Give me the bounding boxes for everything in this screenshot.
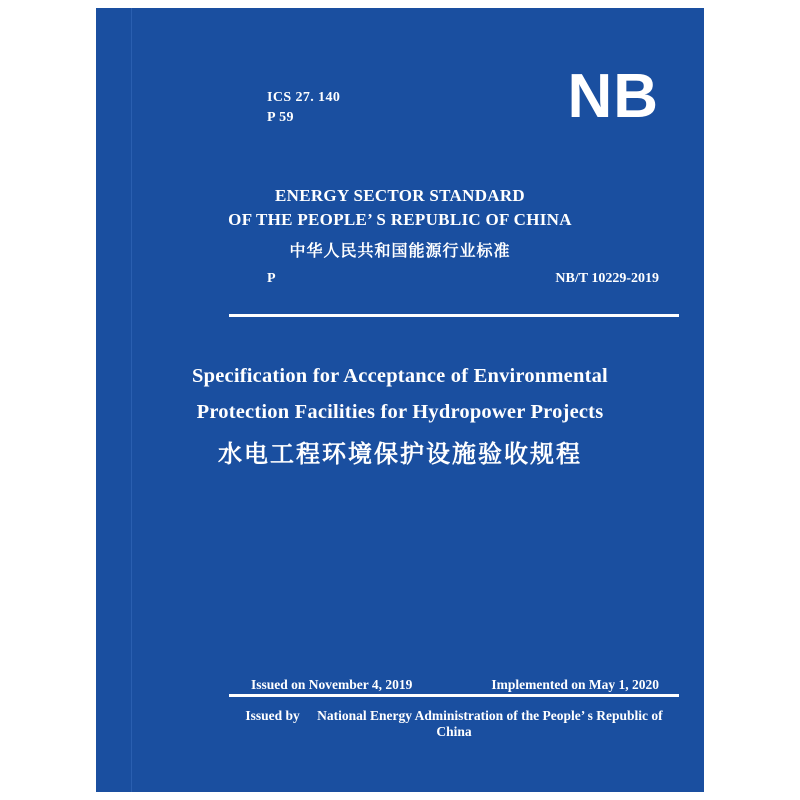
implemented-on-date: Implemented on May 1, 2020: [491, 677, 659, 692]
issuer-row: [229, 708, 679, 740]
ics-classification-block: [267, 88, 340, 128]
cover-spine: [96, 8, 132, 792]
issued-on-date: Issued on November 4, 2019: [251, 677, 413, 692]
issued-by-value: National Energy Administration of the People’ s Republic of China: [317, 708, 663, 739]
issued-by-label: Issued by: [245, 708, 300, 723]
divider-bottom: [229, 694, 679, 697]
nb-logo: NB: [567, 62, 659, 131]
title-chinese: 水电工程环境保护设施验收规程: [218, 440, 582, 468]
title-en-line2: Protection Facilities for Hydropower Projects: [196, 401, 604, 423]
category-letter: P: [267, 271, 276, 286]
standard-header-line2: OF THE PEOPLE’ S REPUBLIC OF CHINA: [228, 210, 572, 229]
divider-top: [229, 314, 679, 317]
dates-row: [251, 677, 659, 693]
standard-header-chinese: 中华人民共和国能源行业标准: [289, 241, 511, 260]
standard-cover: [96, 8, 704, 792]
standard-number: NB/T 10229-2019: [555, 271, 659, 286]
document-title: [146, 358, 654, 476]
standard-header: [96, 184, 704, 266]
ics-number: ICS 27. 140: [267, 90, 341, 105]
classification-code: P 59: [267, 110, 294, 125]
title-en-line1: Specification for Acceptance of Environmental: [192, 365, 608, 387]
standard-code-row: [267, 271, 659, 287]
standard-header-line1: ENERGY SECTOR STANDARD: [275, 186, 525, 205]
